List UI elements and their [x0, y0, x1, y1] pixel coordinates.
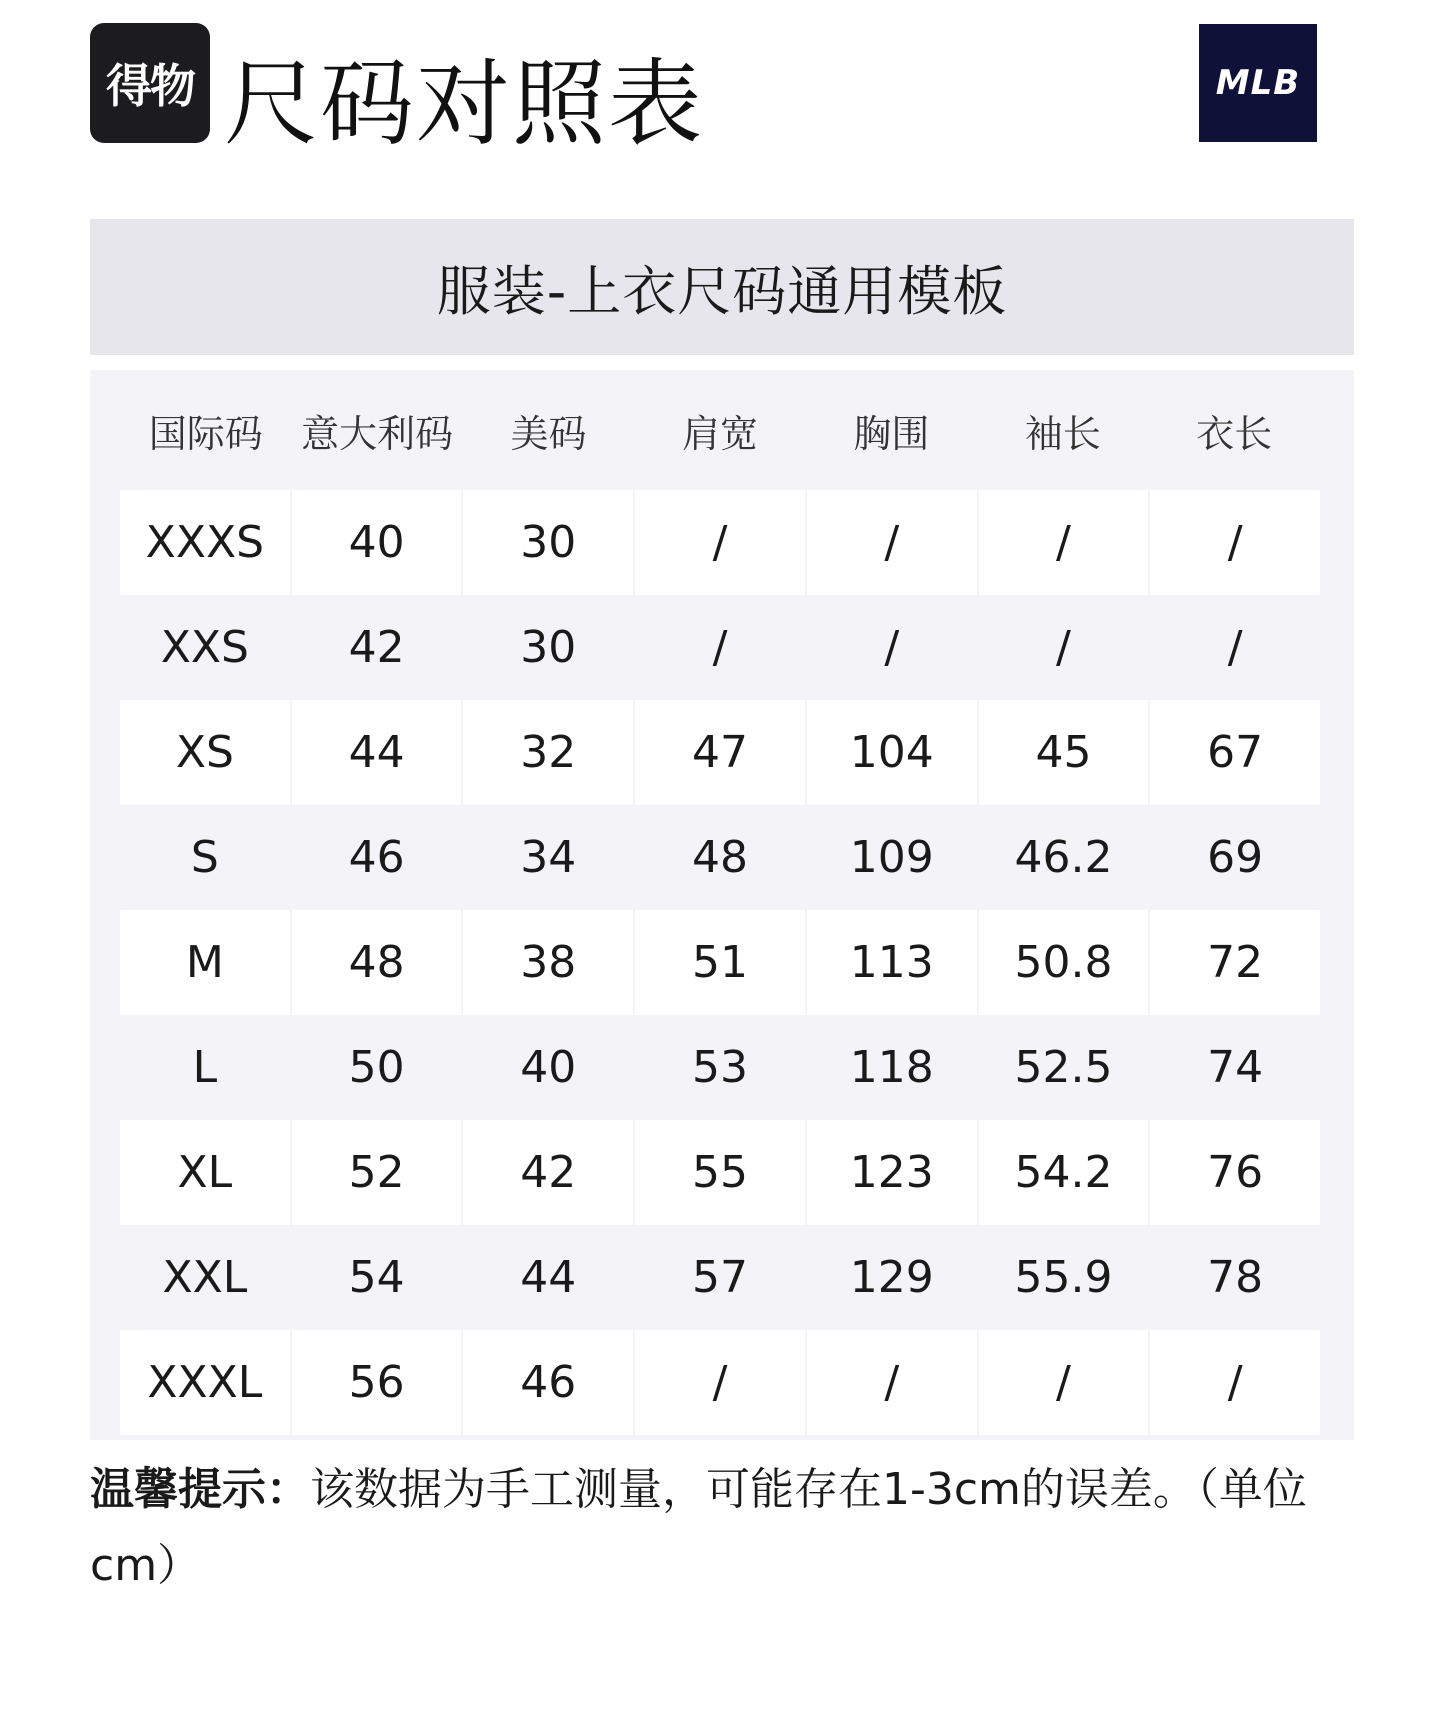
- cell-italian: 50: [292, 1015, 462, 1120]
- table-row: [120, 1015, 1320, 1120]
- cell-sleeve: /: [979, 490, 1149, 595]
- cell-international: XXS: [120, 595, 290, 700]
- cell-international: XXL: [120, 1225, 290, 1330]
- table-row: [120, 595, 1320, 700]
- cell-italian: 44: [292, 700, 462, 805]
- cell-length: 76: [1150, 1120, 1320, 1225]
- note-text: 该数据为手工测量，可能存在1-3cm的误差。（单位cm）: [90, 1464, 1307, 1591]
- cell-italian: 46: [292, 805, 462, 910]
- template-title-band: [90, 219, 1354, 355]
- cell-us: 32: [463, 700, 633, 805]
- table-row: [120, 910, 1320, 1015]
- cell-chest: 123: [807, 1120, 977, 1225]
- cell-length: 78: [1150, 1225, 1320, 1330]
- cell-sleeve: 45: [979, 700, 1149, 805]
- cell-length: 67: [1150, 700, 1320, 805]
- cell-us: 34: [463, 805, 633, 910]
- table-row: [120, 1330, 1320, 1435]
- table-row: [120, 1225, 1320, 1330]
- cell-us: 44: [463, 1225, 633, 1330]
- cell-length: 69: [1150, 805, 1320, 910]
- table-row: [120, 700, 1320, 805]
- cell-italian: 54: [292, 1225, 462, 1330]
- cell-chest: 104: [807, 700, 977, 805]
- cell-length: 74: [1150, 1015, 1320, 1120]
- cell-sleeve: 50.8: [979, 910, 1149, 1015]
- table-row: [120, 490, 1320, 595]
- cell-us: 38: [463, 910, 633, 1015]
- table-row: [120, 805, 1320, 910]
- cell-sleeve: /: [979, 1330, 1149, 1435]
- cell-chest: 129: [807, 1225, 977, 1330]
- cell-shoulder: 51: [635, 910, 805, 1015]
- column-header-international: 国际码: [148, 411, 263, 456]
- column-header-length: 衣长: [1196, 411, 1273, 456]
- measurement-note: [90, 1452, 1360, 1604]
- cell-italian: 48: [292, 910, 462, 1015]
- cell-length: /: [1150, 1330, 1320, 1435]
- template-title: 服装-上衣尺码通用模板: [436, 259, 1008, 323]
- cell-chest: 118: [807, 1015, 977, 1120]
- cell-shoulder: 55: [635, 1120, 805, 1225]
- cell-us: 42: [463, 1120, 633, 1225]
- column-header-italian: 意大利码: [301, 411, 454, 456]
- column-header-chest: 胸围: [853, 411, 930, 456]
- mlb-logo: MLB: [1199, 24, 1317, 142]
- cell-italian: 42: [292, 595, 462, 700]
- cell-chest: /: [807, 595, 977, 700]
- cell-sleeve: 54.2: [979, 1120, 1149, 1225]
- cell-international: XS: [120, 700, 290, 805]
- cell-shoulder: /: [635, 595, 805, 700]
- cell-international: L: [120, 1015, 290, 1120]
- column-header-sleeve: 袖长: [1024, 411, 1101, 456]
- cell-international: M: [120, 910, 290, 1015]
- cell-sleeve: /: [979, 595, 1149, 700]
- cell-international: XL: [120, 1120, 290, 1225]
- cell-shoulder: 47: [635, 700, 805, 805]
- cell-chest: /: [807, 490, 977, 595]
- cell-us: 46: [463, 1330, 633, 1435]
- cell-italian: 52: [292, 1120, 462, 1225]
- cell-shoulder: 57: [635, 1225, 805, 1330]
- dewu-logo: 得物: [90, 23, 210, 143]
- cell-international: XXXS: [120, 490, 290, 595]
- cell-international: S: [120, 805, 290, 910]
- cell-shoulder: 48: [635, 805, 805, 910]
- cell-shoulder: 53: [635, 1015, 805, 1120]
- cell-length: 72: [1150, 910, 1320, 1015]
- cell-italian: 40: [292, 490, 462, 595]
- column-header-shoulder: 肩宽: [681, 411, 758, 456]
- cell-sleeve: 46.2: [979, 805, 1149, 910]
- note-label: 温馨提示：: [90, 1464, 310, 1515]
- cell-shoulder: /: [635, 1330, 805, 1435]
- cell-chest: /: [807, 1330, 977, 1435]
- cell-sleeve: 55.9: [979, 1225, 1149, 1330]
- cell-italian: 56: [292, 1330, 462, 1435]
- table-row: [120, 1120, 1320, 1225]
- table-body: [120, 490, 1320, 1435]
- cell-us: 40: [463, 1015, 633, 1120]
- cell-length: /: [1150, 490, 1320, 595]
- column-header-us: 美码: [510, 411, 587, 456]
- cell-shoulder: /: [635, 490, 805, 595]
- size-table: [90, 370, 1354, 1440]
- page-title: 尺码对照表: [224, 50, 705, 159]
- cell-sleeve: 52.5: [979, 1015, 1149, 1120]
- cell-us: 30: [463, 595, 633, 700]
- table-header-row: [120, 370, 1320, 490]
- cell-length: /: [1150, 595, 1320, 700]
- cell-chest: 113: [807, 910, 977, 1015]
- cell-international: XXXL: [120, 1330, 290, 1435]
- cell-chest: 109: [807, 805, 977, 910]
- cell-us: 30: [463, 490, 633, 595]
